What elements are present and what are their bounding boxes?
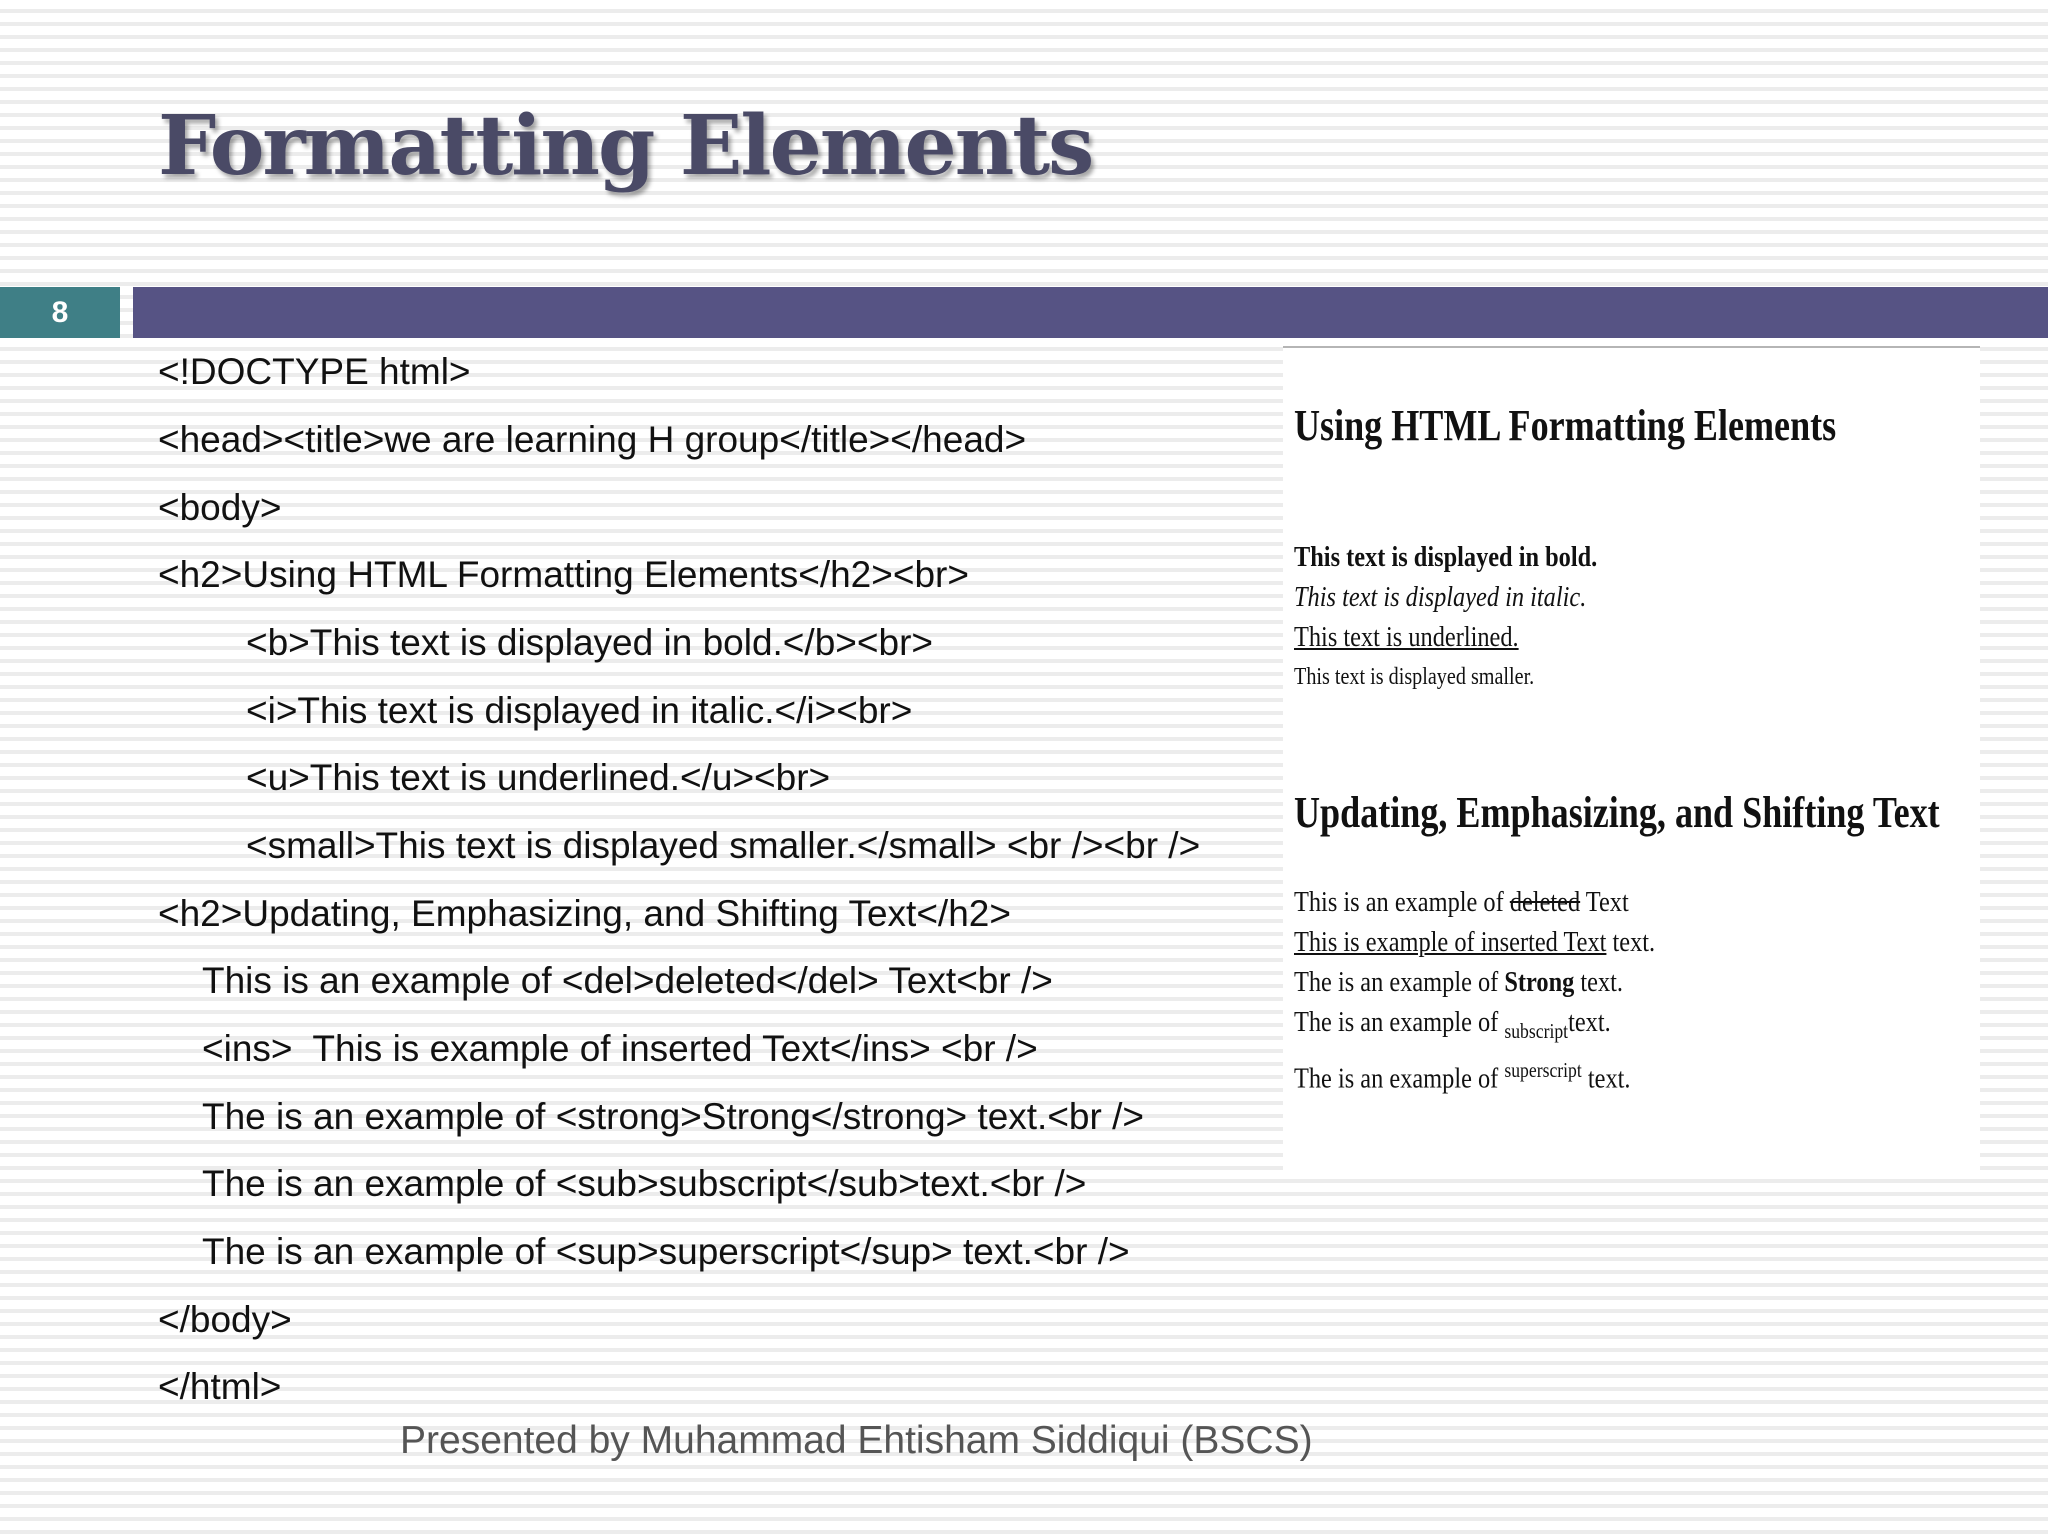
preview-sup-line [1294, 1058, 1630, 1096]
strong-prefix: The is an example of [1294, 966, 1505, 998]
code-line: <small>This text is displayed smaller.</small> <br /><br /> [246, 825, 1201, 866]
code-line: <i>This text is displayed in italic.</i><br> [246, 690, 913, 731]
sup-suffix: text. [1581, 1062, 1631, 1095]
code-line: <body> [158, 487, 282, 528]
code-line: <ins> This is example of inserted Text</ins> <br /> [202, 1028, 1038, 1069]
del-suffix: Text [1580, 886, 1629, 918]
code-line: <h2>Updating, Emphasizing, and Shifting Text</h2> [158, 893, 1011, 934]
del-prefix: This is an example of [1294, 886, 1510, 918]
slide-number: 8 [0, 287, 120, 338]
preview-italic-text: This text is displayed in italic. [1294, 581, 1587, 613]
preview-del-line [1294, 886, 1629, 919]
sub-prefix: The is an example of [1294, 1006, 1505, 1038]
code-line: </html> [158, 1366, 282, 1407]
code-line: </body> [158, 1299, 292, 1340]
code-line: <!DOCTYPE html> [158, 351, 471, 392]
code-line: The is an example of <sub>subscript</sub>text.<br /> [202, 1163, 1087, 1204]
strong-suffix: text. [1574, 966, 1624, 998]
browser-preview-screenshot [1283, 346, 1980, 1178]
superscript-word: superscript [1504, 1058, 1582, 1082]
code-line: This is an example of <del>deleted</del> Text<br /> [202, 960, 1053, 1001]
sup-prefix: The is an example of [1294, 1062, 1505, 1095]
sub-suffix: text. [1568, 1006, 1611, 1038]
preview-underline-text: This text is underlined. [1294, 621, 1519, 653]
subscript-word: subscript [1504, 1018, 1569, 1043]
code-line: <b>This text is displayed in bold.</b><br> [246, 622, 933, 663]
preview-heading-2: Updating, Emphasizing, and Shifting Text [1294, 788, 1940, 837]
slide-title: Formatting Elements [158, 98, 1093, 194]
code-line: <head><title>we are learning H group</title></head> [158, 419, 1027, 460]
deleted-word: deleted [1509, 886, 1581, 918]
preview-sub-line [1294, 1006, 1611, 1044]
preview-heading-1: Using HTML Formatting Elements [1294, 401, 1837, 450]
ins-suffix: text. [1606, 926, 1656, 958]
inserted-text: This is example of inserted Text [1294, 926, 1607, 958]
title-bar [133, 287, 2048, 338]
code-line: <u>This text is underlined.</u><br> [246, 757, 831, 798]
code-line: The is an example of <strong>Strong</strong> text.<br /> [202, 1096, 1145, 1137]
preview-bold-text: This text is displayed in bold. [1294, 541, 1598, 573]
preview-strong-line [1294, 966, 1623, 999]
preview-ins-line [1294, 926, 1655, 959]
code-line: The is an example of <sup>superscript</sup> text.<br /> [202, 1231, 1130, 1272]
code-line: <h2>Using HTML Formatting Elements</h2><br> [158, 554, 969, 595]
preview-small-text: This text is displayed smaller. [1294, 664, 1535, 690]
strong-word: Strong [1504, 966, 1575, 998]
footer-presenter: Presented by Muhammad Ehtisham Siddiqui (BSCS) [400, 1419, 1313, 1462]
